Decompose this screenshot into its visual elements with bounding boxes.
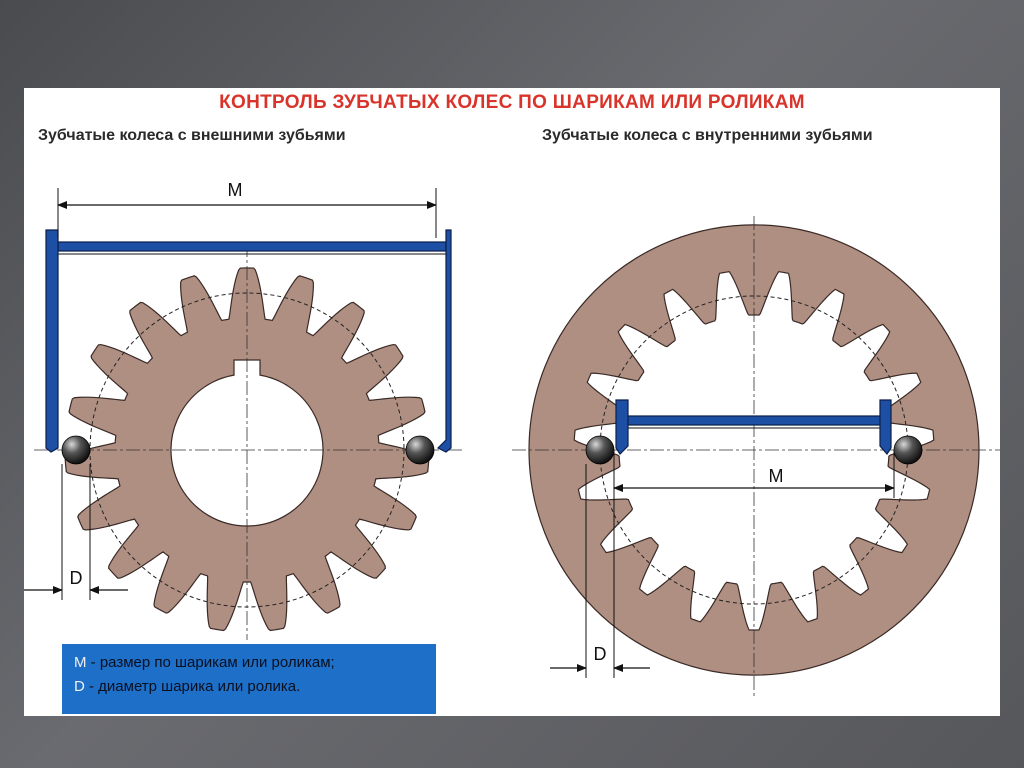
legend-d-symbol: D — [74, 678, 85, 695]
external-caliper-jaw-right — [438, 230, 451, 452]
legend-item-m — [74, 651, 424, 675]
subtitle-internal-gears: Зубчатые колеса с внутренними зубьями — [542, 127, 873, 144]
internal-caliper-jaw-right — [880, 400, 891, 454]
external-gear-group — [24, 180, 464, 640]
legend-d-text: - диаметр шарика или ролика. — [84, 678, 301, 695]
internal-m-label: M — [768, 466, 784, 486]
diagram — [24, 88, 1000, 716]
external-caliper-bar — [58, 242, 446, 251]
internal-caliper-bar — [626, 416, 882, 425]
legend-m-symbol: M — [74, 654, 87, 671]
external-caliper-jaw-left — [46, 230, 58, 452]
external-d-label: D — [69, 568, 83, 588]
internal-d-label: D — [593, 644, 607, 664]
internal-gear-group — [512, 216, 1000, 698]
slide — [24, 88, 1000, 716]
external-m-label: M — [227, 180, 243, 200]
internal-ball-right — [894, 436, 922, 464]
external-ball-left — [62, 436, 90, 464]
internal-ball-left — [586, 436, 614, 464]
subtitle-external-gears: Зубчатые колеса с внешними зубьями — [38, 127, 346, 144]
legend-m-text: - размер по шарикам или роликам; — [86, 654, 335, 671]
external-ball-right — [406, 436, 434, 464]
legend-box — [62, 644, 436, 714]
internal-caliper-jaw-left — [616, 400, 628, 454]
page-title: КОНТРОЛЬ ЗУБЧАТЫХ КОЛЕС ПО ШАРИКАМ ИЛИ РОЛИКАМ — [219, 92, 805, 113]
legend-item-d — [74, 675, 424, 699]
